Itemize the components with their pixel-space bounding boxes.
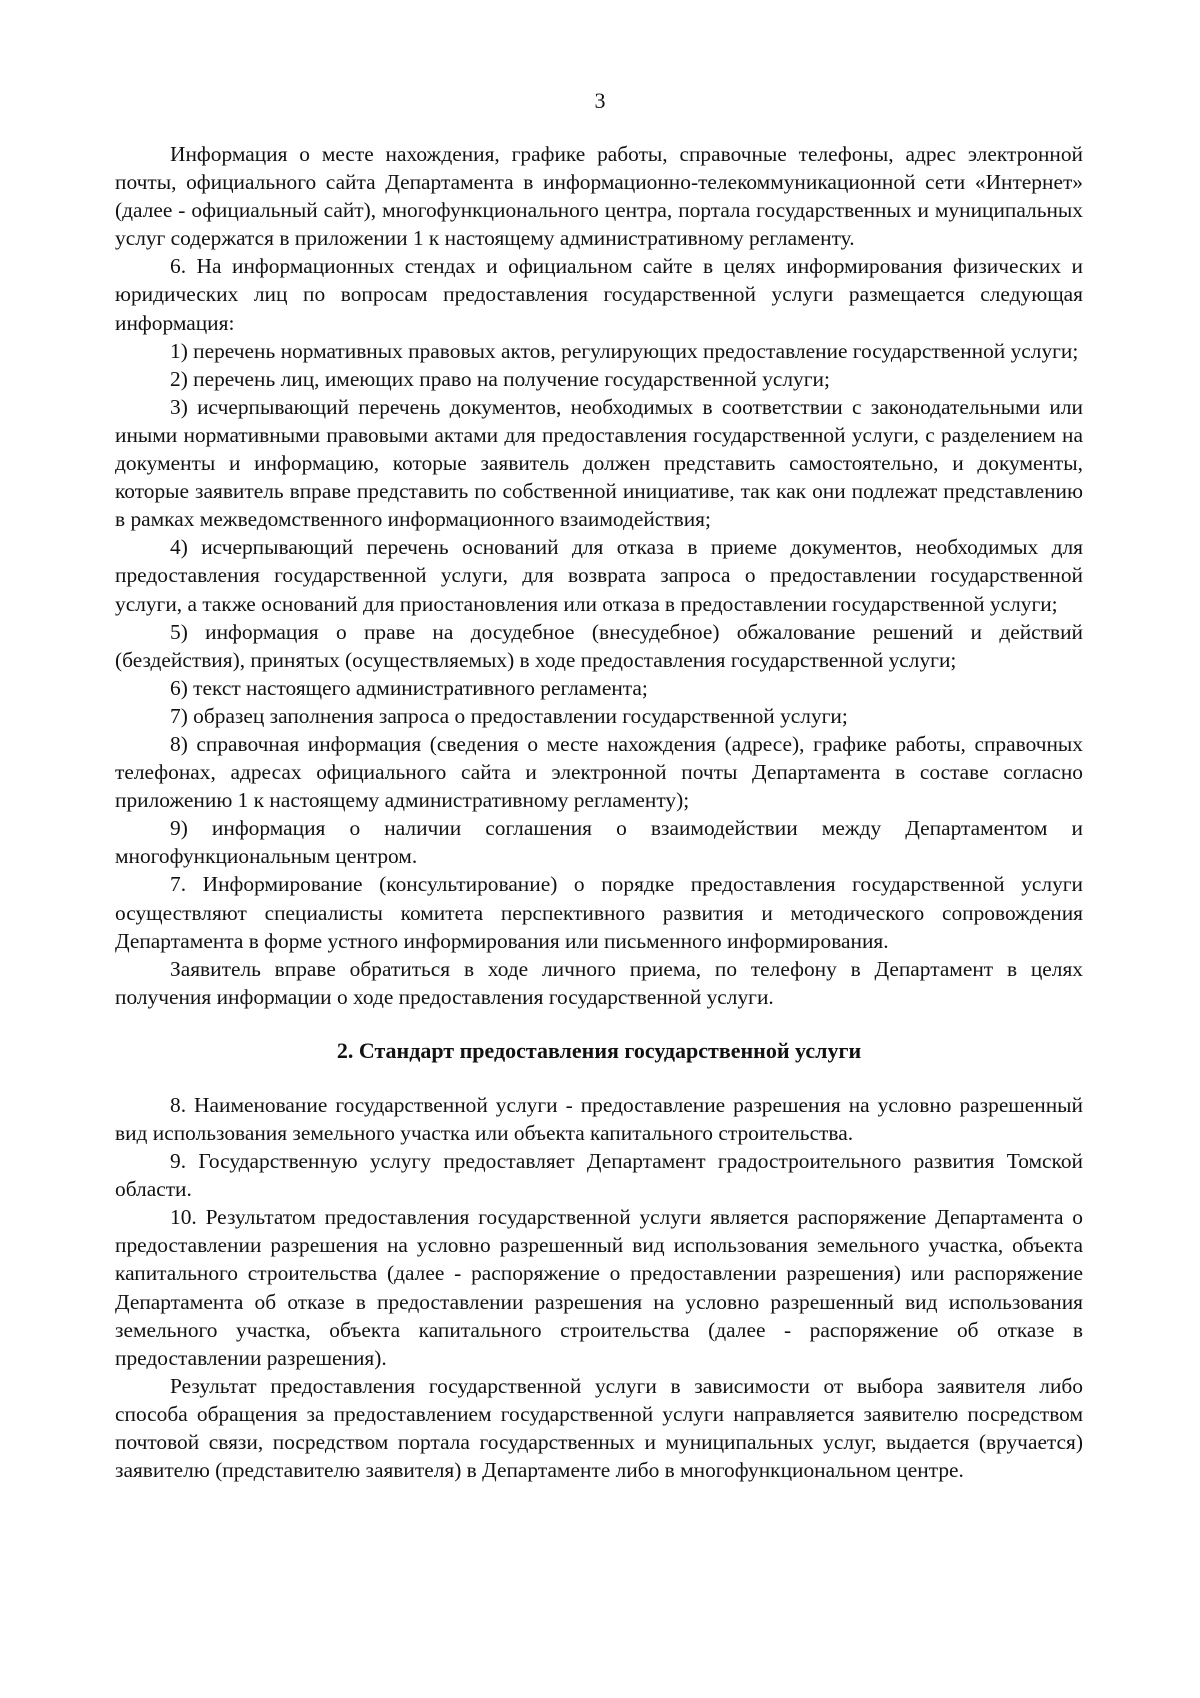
list-item-9-agreement: 9) информация о наличии соглашения о взаимодействии между Департаментом и многофункциональным центром. [115,816,1083,869]
paragraph-contact-info: Информация о месте нахождения, графике работы, справочные телефоны, адрес электронной почты, официального сайта Департамента в информационно-телекоммуникационной сети «Интернет» (далее - официальный сайт), многофункционального центра, портала государственных и муниципальных услуг содержатся в приложении 1 к настоящему административному регламенту. [115,142,1083,251]
document-body [115,140,1083,1484]
list-item-4-refusal-grounds: 4) исчерпывающий перечень оснований для отказа в приеме документов, необходимых для предоставления государственной услуги, для возврата запроса о предоставлении государственной услуги, а также оснований для приостановления или отказа в предоставлении государственной услуги; [115,535,1083,616]
list-item-5-appeal-right: 5) информация о праве на досудебное (внесудебное) обжалование решений и действий (бездействия), принятых (осуществляемых) в ходе предоставления государственной услуги; [115,619,1083,672]
paragraph-applicant-right: Заявитель вправе обратиться в ходе личного приема, по телефону в Департамент в целях получения информации о ходе предоставления государственной услуги. [115,956,1083,1009]
list-item-7-request-sample: 7) образец заполнения запроса о предоставлении государственной услуги; [170,703,848,728]
list-item-2-eligible-persons: 2) перечень лиц, имеющих право на получение государственной услуги; [170,366,830,391]
list-item-3-documents: 3) исчерпывающий перечень документов, необходимых в соответствии с законодательными или иными нормативными правовыми актами для предоставления государственной услуги, с разделением на документы и информацию, которые заявитель должен представить самостоятельно, и документы, которые заявитель вправе представить по собственной инициативе, так как они подлежат представлению в рамках межведомственного информационного взаимодействия; [115,394,1083,532]
page-number: 3 [594,88,606,113]
paragraph-6-info-stands: 6. На информационных стендах и официальном сайте в целях информирования физических и юридических лиц по вопросам предоставления государственной услуги размещается следующая информация: [115,254,1083,335]
paragraph-8-service-name: 8. Наименование государственной услуги - предоставление разрешения на условно разрешенный вид использования земельного участка или объекта капитального строительства. [115,1092,1083,1145]
paragraph-9-provider: 9. Государственную услугу предоставляет Департамент градостроительного развития Томской области. [115,1149,1083,1202]
section-heading: 2. Стандарт предоставления государственной услуги [336,1037,862,1063]
paragraph-result-delivery: Результат предоставления государственной услуги в зависимости от выбора заявителя либо способа обращения за предоставлением государственной услуги направляется заявителю посредством почтовой связи, посредством портала государственных и муниципальных услуг, выдается (вручается) заявителю (представителю заявителя) в Департаменте либо в многофункциональном центре. [115,1373,1083,1483]
paragraph-10-result: 10. Результатом предоставления государственной услуги является распоряжение Департамента о предоставлении разрешения на условно разрешенный вид использования земельного участка, объекта капитального строительства (далее - распоряжение о предоставлении разрешения) или распоряжение Департамента об отказе в предоставлении разрешения на условно разрешенный вид использования земельного участка, объекта капитального строительства (далее - распоряжение об отказе в предоставлении разрешения). [115,1205,1083,1370]
list-item-1-legal-acts: 1) перечень нормативных правовых актов, регулирующих предоставление государственной услуги; [170,338,1079,363]
list-item-8-reference-info: 8) справочная информация (сведения о месте нахождения (адресе), графике работы, справочных телефонах, адресах официального сайта и электронной почты Департамента в составе согласно приложению 1 к настоящему административному регламенту); [115,731,1083,813]
paragraph-7-consulting: 7. Информирование (консультирование) о порядке предоставления государственной услуги осуществляют специалисты комитета перспективного развития и методического сопровождения Департамента в форме устного информирования или письменного информирования. [115,872,1083,953]
list-item-6-regulation-text: 6) текст настоящего административного регламента; [170,675,648,700]
